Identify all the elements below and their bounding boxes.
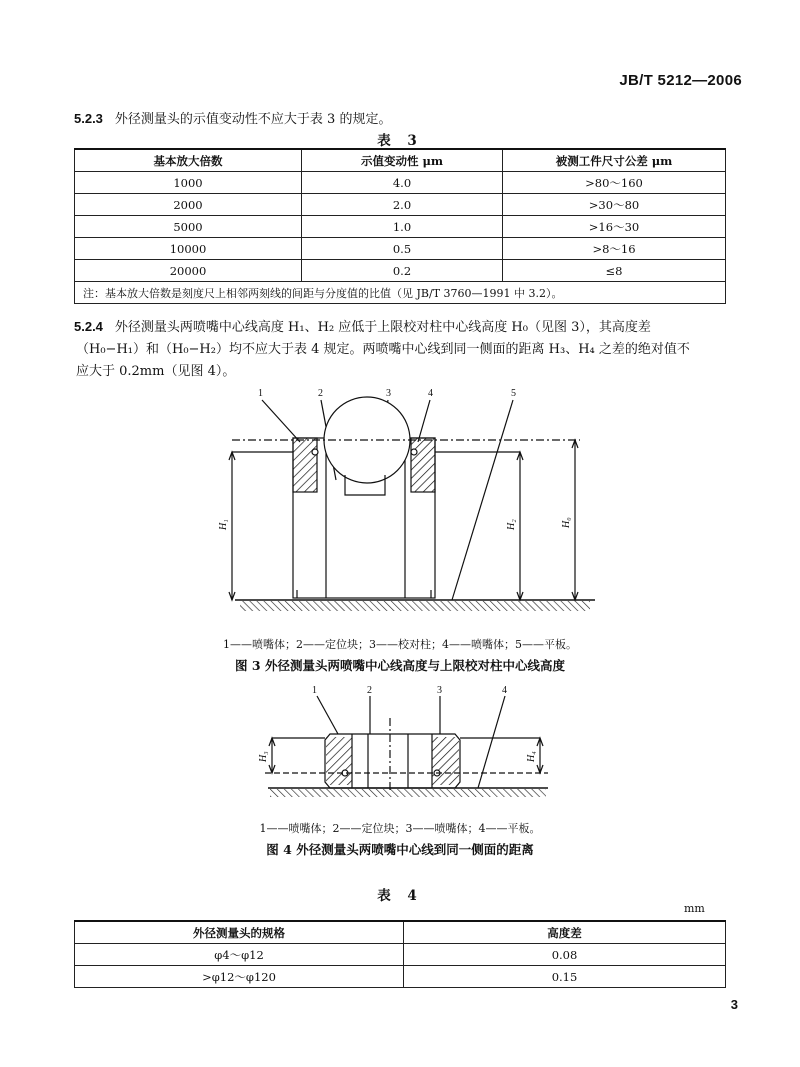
clause-line: （H₀−H₁）和（H₀−H₂）均不应大于表 4 规定。两喷嘴中心线到同一侧面的距离 H₃、H₄ 之差的绝对值不: [76, 342, 690, 357]
clause-text: 外径测量头的示值变动性不应大于表 3 的规定。: [114, 112, 392, 127]
table4: [74, 920, 726, 988]
table-note: 注：基本放大倍数是刻度尺上相邻两刻线的间距与分度值的比值（见 JB/T 3760—1991 中 3.2）。: [75, 282, 726, 304]
table-row: [75, 944, 726, 966]
table-header-row: [75, 149, 726, 172]
table-cell: 0.2: [302, 260, 503, 282]
callout-label: 4: [502, 685, 507, 696]
table-cell: 1.0: [302, 216, 503, 238]
table-cell: 2.0: [302, 194, 503, 216]
figure4-legend: 1——喷嘴体；2——定位块；3——喷嘴体；4——平板。: [259, 822, 541, 835]
dimension-label: H₂: [506, 519, 517, 530]
clause-line: [74, 316, 690, 339]
table-row: [75, 238, 726, 260]
table-cell: φ4～φ12: [75, 944, 404, 966]
dimension-label: H₄: [526, 751, 537, 762]
figure3-drawing: [0, 380, 800, 615]
table-row: [75, 172, 726, 194]
dimension-label: H₁: [218, 519, 229, 530]
table-cell: >80～160: [503, 172, 726, 194]
clause-text: 外径测量头两喷嘴中心线高度 H₁、H₂ 应低于上限校对柱中心线高度 H₀（见图 3），其高度差: [114, 320, 651, 335]
figure4-caption: 图 4 外径测量头两喷嘴中心线到同一侧面的距离: [266, 842, 534, 857]
table-cell: 20000: [75, 260, 302, 282]
standard-code: JB/T 5212—2006: [619, 72, 742, 89]
table-cell: 4.0: [302, 172, 503, 194]
table-cell: >30～80: [503, 194, 726, 216]
table-header-cell: 高度差: [404, 921, 726, 944]
callout-label: 1: [312, 685, 317, 696]
clause-5-2-4: [74, 316, 690, 383]
callout-label: 2: [318, 388, 323, 399]
table-header-cell: 示值变动性 μm: [302, 149, 503, 172]
table-header-cell: 被测工件尺寸公差 μm: [503, 149, 726, 172]
table-cell: >8～16: [503, 238, 726, 260]
table-row: [75, 260, 726, 282]
table-cell: 1000: [75, 172, 302, 194]
figure3-caption: 图 3 外径测量头两喷嘴中心线高度与上限校对柱中心线高度: [235, 658, 565, 673]
table-note-row: [75, 282, 726, 304]
table4-unit: mm: [684, 902, 705, 915]
table-cell: >φ12～φ120: [75, 966, 404, 988]
page-number: 3: [730, 997, 738, 1012]
dimension-label: H₃: [258, 751, 269, 762]
figure3-legend: 1——喷嘴体；2——定位块；3——校对柱；4——喷嘴体；5——平板。: [223, 638, 577, 651]
dimension-label: H₀: [561, 517, 572, 528]
table3: [74, 148, 726, 304]
table-cell: ≤8: [503, 260, 726, 282]
table-cell: 5000: [75, 216, 302, 238]
figure4-drawing: [0, 682, 800, 800]
table4-caption: 表 4: [377, 888, 423, 904]
callout-label: 5: [511, 388, 516, 399]
table-header-cell: 基本放大倍数: [75, 149, 302, 172]
callout-label: 4: [428, 388, 433, 399]
table-header-cell: 外径测量头的规格: [75, 921, 404, 944]
callout-label: 3: [386, 388, 391, 399]
clause-5-2-3: [74, 108, 391, 131]
table-row: [75, 194, 726, 216]
table-cell: 0.15: [404, 966, 726, 988]
callout-label: 3: [437, 685, 442, 696]
table-row: [75, 216, 726, 238]
clause-number: 5.2.4: [74, 319, 103, 334]
table-cell: 2000: [75, 194, 302, 216]
callout-label: 1: [258, 388, 263, 399]
table-cell: >16～30: [503, 216, 726, 238]
table3-caption: 表 3: [377, 133, 423, 149]
table-cell: 0.5: [302, 238, 503, 260]
table-row: [75, 966, 726, 988]
table-header-row: [75, 921, 726, 944]
clause-number: 5.2.3: [74, 111, 103, 126]
clause-line: 应大于 0.2mm（见图 4）。: [76, 364, 236, 379]
callout-label: 2: [367, 685, 372, 696]
table-cell: 0.08: [404, 944, 726, 966]
table-cell: 10000: [75, 238, 302, 260]
